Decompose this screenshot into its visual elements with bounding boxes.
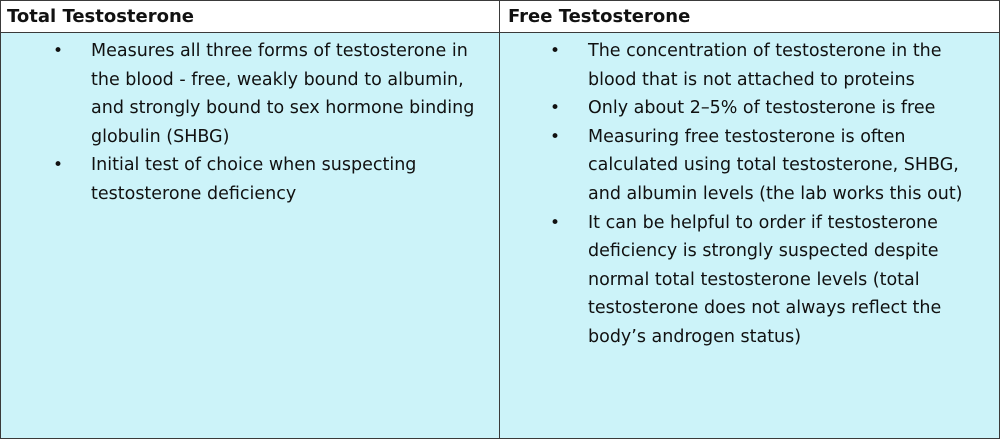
list-item-text: Measuring free testosterone is often calculated using total testosterone, SHBG, and albumin levels (the lab works this out): [588, 126, 963, 204]
header-total-testosterone: Total Testosterone: [1, 1, 500, 32]
list-item: [500, 37, 993, 94]
bullet-icon: •: [550, 212, 561, 233]
list-item: [500, 123, 993, 209]
list-item: [500, 209, 993, 352]
total-testosterone-list: [1, 37, 489, 209]
list-item: [500, 94, 993, 123]
list-item-text: Initial test of choice when suspecting testosterone deficiency: [91, 155, 417, 204]
list-item: [1, 151, 489, 208]
list-item-text: The concentration of testosterone in the blood that is not attached to proteins: [588, 41, 942, 90]
list-item-text: Only about 2–5% of testosterone is free: [588, 98, 936, 119]
list-item-text: Measures all three forms of testosterone in the blood - free, weakly bound to albumin, and strongly bound to sex hormone binding globulin (SHBG): [91, 41, 475, 147]
list-item: [1, 37, 489, 151]
bullet-icon: •: [53, 41, 64, 61]
bullet-icon: •: [53, 155, 64, 176]
total-testosterone-cell: [1, 33, 500, 438]
list-item-text: It can be helpful to order if testosterone deficiency is strongly suspected despite normal total testosterone levels (total testosterone does not always reflect the body’s androgen status): [588, 212, 942, 347]
bullet-icon: •: [550, 98, 561, 119]
bullet-icon: •: [550, 126, 561, 147]
bullet-icon: •: [550, 41, 561, 61]
header-row: [1, 1, 999, 33]
free-testosterone-cell: [500, 33, 999, 438]
free-testosterone-list: [500, 37, 993, 352]
header-free-testosterone: Free Testosterone: [508, 6, 691, 27]
body-row: [1, 33, 999, 438]
